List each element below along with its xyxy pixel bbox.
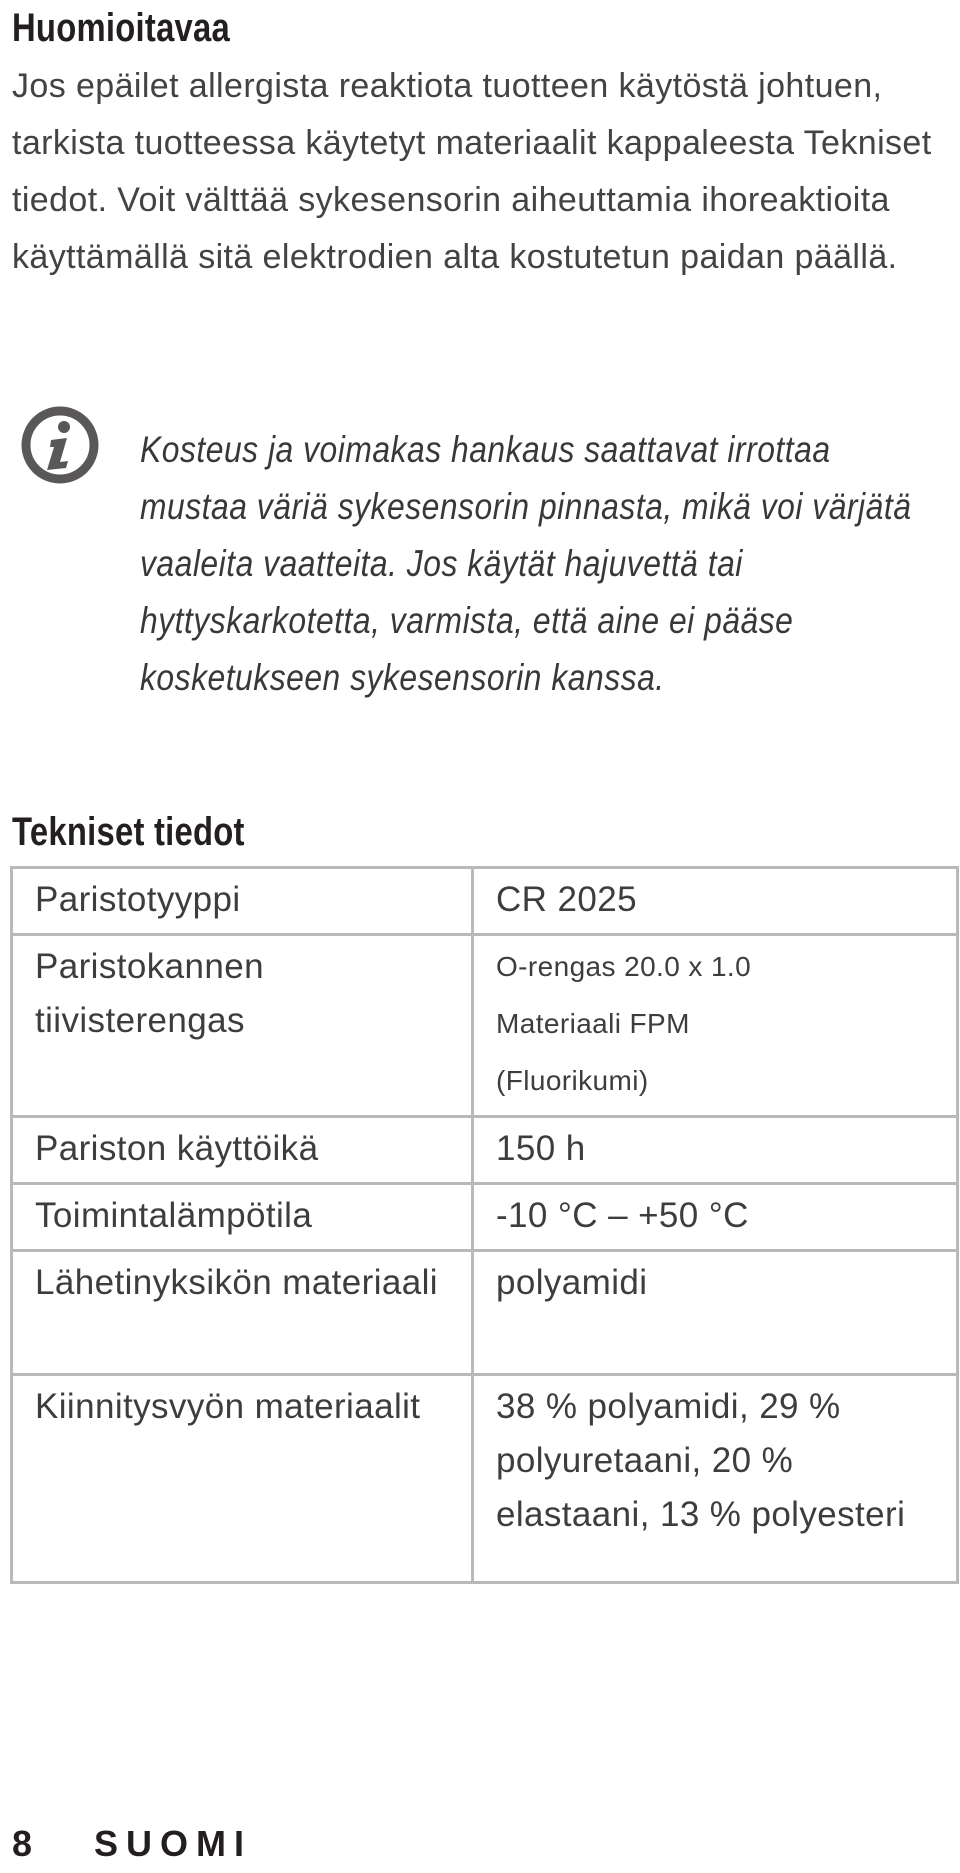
spec-label: Toimintalämpötila [12,1184,473,1251]
spec-label: Paristotyyppi [12,868,473,935]
table-row [12,1117,958,1184]
spec-value-line: (Fluorikumi) [496,1065,649,1096]
notice-paragraph: Jos epäilet allergista reaktiota tuotteen käytöstä johtuen, tarkista tuotteessa käytetyt materiaalit kappaleesta Tekniset tiedot. Voit välttää sykesensorin aiheuttamia ihoreaktioita käyttämällä sitä elektrodien alta kostutetun paidan päällä. [12,67,932,276]
language-label: SUOMI [94,1823,253,1864]
spec-value: CR 2025 [473,868,958,935]
specs-table [10,866,959,1584]
table-row [12,1184,958,1251]
spec-value-line: O-rengas 20.0 x 1.0 [496,951,752,982]
spec-value: 38 % polyamidi, 29 % polyuretaani, 20 % elastaani, 13 % polyesteri [473,1375,958,1583]
spec-value-line: Materiaali FPM [496,1008,690,1039]
spec-value: polyamidi [473,1251,958,1375]
info-icon [20,405,100,485]
notice-heading: Huomioitavaa [12,6,231,50]
spec-value: -10 °C – +50 °C [473,1184,958,1251]
spec-label: Pariston käyttöikä [12,1117,473,1184]
info-note: Kosteus ja voimakas hankaus saattavat irrottaa mustaa väriä sykesensorin pinnasta, mikä voi värjätä vaaleita vaatteita. Jos käytät hajuvettä tai hyttyskarkotetta, varmista, että aine ei pääse kosketukseen sykesensorin kanssa. [140,429,912,698]
page-number: 8 [12,1823,33,1864]
page-footer [12,1822,252,1866]
spec-label: Lähetinyksikön materiaali [12,1251,473,1375]
spec-value [473,935,958,1117]
specs-heading: Tekniset tiedot [12,810,245,854]
table-row [12,935,958,1117]
table-row [12,868,958,935]
spec-label: Kiinnitysvyön materiaalit [12,1375,473,1583]
spec-value: 150 h [473,1117,958,1184]
table-row [12,1375,958,1583]
spec-label: Paristokannen tiivisterengas [12,935,473,1117]
table-row [12,1251,958,1375]
